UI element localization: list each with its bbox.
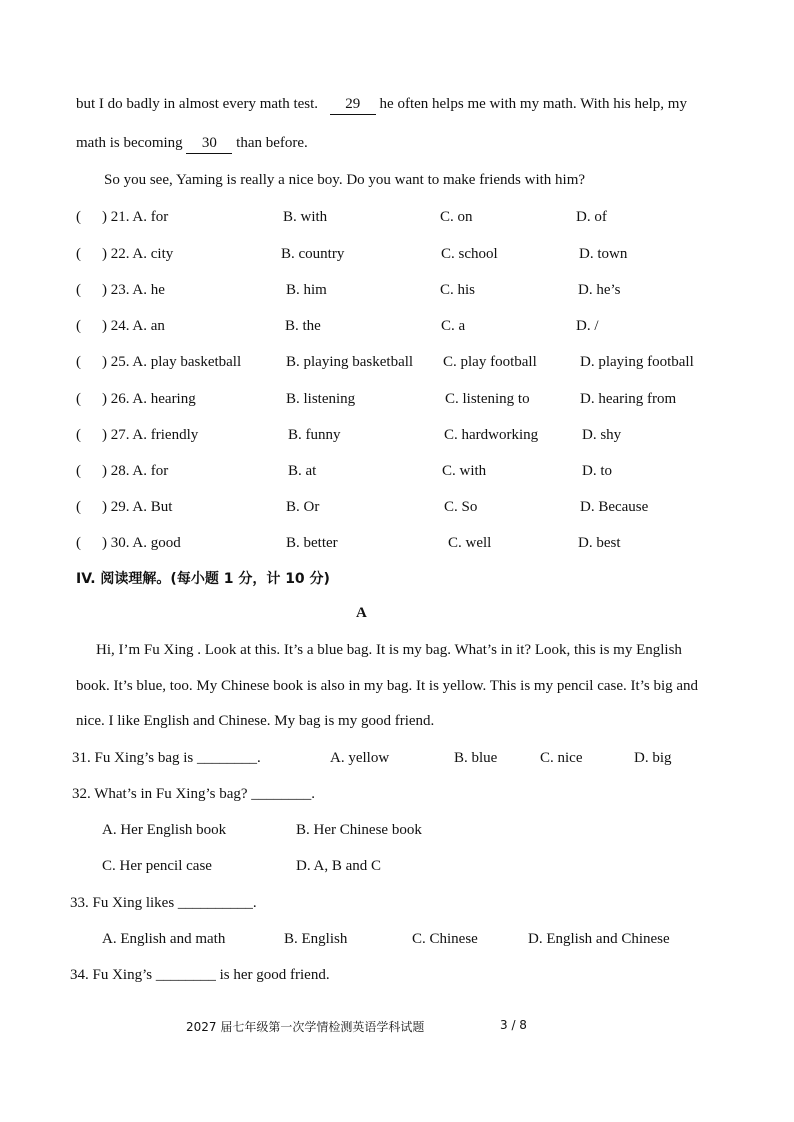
question-33-option-c: C. Chinese <box>412 931 478 947</box>
question-32-option-d: D. A, B and C <box>296 858 382 874</box>
cloze-option-d: D. town <box>579 246 628 262</box>
answer-paren: ( <box>76 318 81 334</box>
cloze-option-a: ) 23. A. he <box>102 282 165 298</box>
cloze-option-d: D. Because <box>580 499 649 515</box>
question-32-stem: 32. What’s in Fu Xing’s bag? ________. <box>72 786 316 802</box>
reading-line-2: book. It’s blue, too. My Chinese book is also in my bag. It is yellow. This is my pencil case. It’s big and <box>76 678 699 694</box>
page-number: 3 / 8 <box>500 1018 527 1032</box>
passage-line-1-pre: but I do badly in almost every math test. <box>76 96 319 112</box>
answer-paren: ( <box>76 427 81 443</box>
blank-29: 29 <box>330 94 376 115</box>
cloze-option-b: B. him <box>286 282 327 298</box>
cloze-option-b: B. listening <box>286 391 356 407</box>
cloze-option-b: B. funny <box>288 427 341 443</box>
cloze-option-a: ) 25. A. play basketball <box>102 354 242 370</box>
question-32-option-c: C. Her pencil case <box>102 858 212 874</box>
question-31-option-a: A. yellow <box>330 750 390 766</box>
question-34-stem: 34. Fu Xing’s ________ is her good friend. <box>70 967 330 983</box>
cloze-option-c: C. school <box>441 246 498 262</box>
blank-30: 30 <box>186 133 232 154</box>
cloze-option-a: ) 24. A. an <box>102 318 165 334</box>
cloze-option-c: C. hardworking <box>444 427 539 443</box>
passage-line-1 <box>76 94 687 115</box>
question-31-option-c: C. nice <box>540 750 583 766</box>
cloze-option-b: B. Or <box>286 499 320 515</box>
answer-paren: ( <box>76 499 81 515</box>
cloze-option-a: ) 28. A. for <box>102 463 169 479</box>
answer-paren: ( <box>76 209 81 225</box>
cloze-option-b: B. country <box>281 246 345 262</box>
cloze-option-c: C. on <box>440 209 473 225</box>
cloze-option-d: D. best <box>578 535 621 551</box>
cloze-option-b: B. with <box>283 209 328 225</box>
cloze-option-a: ) 29. A. But <box>102 499 173 515</box>
cloze-option-b: B. better <box>286 535 338 551</box>
cloze-option-a: ) 30. A. good <box>102 535 181 551</box>
cloze-option-a: ) 27. A. friendly <box>102 427 199 443</box>
passage-line-2-pre: math is becoming <box>76 135 183 151</box>
cloze-option-d: D. / <box>576 318 599 334</box>
reading-line-1: Hi, I’m Fu Xing . Look at this. It’s a blue bag. It is my bag. What’s in it? Look, this is my English <box>96 642 682 658</box>
answer-paren: ( <box>76 391 81 407</box>
passage-label: A <box>356 605 367 621</box>
cloze-option-c: C. listening to <box>445 391 530 407</box>
question-33-stem: 33. Fu Xing likes __________. <box>70 895 257 911</box>
cloze-option-d: D. playing football <box>580 354 694 370</box>
cloze-option-c: C. a <box>441 318 466 334</box>
passage-line-2-post: than before. <box>236 135 308 151</box>
cloze-option-c: C. with <box>442 463 487 479</box>
section-title: IV. 阅读理解。(每小题 1 分，计 10 分) <box>76 571 330 587</box>
cloze-option-d: D. hearing from <box>580 391 677 407</box>
cloze-option-c: C. So <box>444 499 478 515</box>
cloze-option-a: ) 26. A. hearing <box>102 391 196 407</box>
question-33-option-d: D. English and Chinese <box>528 931 670 947</box>
question-33-option-b: B. English <box>284 931 348 947</box>
cloze-option-d: D. shy <box>582 427 622 443</box>
question-32-option-a: A. Her English book <box>102 822 227 838</box>
cloze-option-a: ) 22. A. city <box>102 246 174 262</box>
cloze-option-c: C. well <box>448 535 492 551</box>
cloze-option-c: C. his <box>440 282 476 298</box>
cloze-option-b: B. at <box>288 463 317 479</box>
cloze-option-b: B. the <box>285 318 321 334</box>
cloze-option-d: D. he’s <box>578 282 621 298</box>
cloze-option-c: C. play football <box>443 354 537 370</box>
question-31-stem: 31. Fu Xing’s bag is ________. <box>72 750 261 766</box>
cloze-option-b: B. playing basketball <box>286 354 414 370</box>
passage-line-3: So you see, Yaming is really a nice boy. Do you want to make friends with him? <box>104 172 586 188</box>
answer-paren: ( <box>76 535 81 551</box>
answer-paren: ( <box>76 246 81 262</box>
answer-paren: ( <box>76 463 81 479</box>
reading-line-3: nice. I like English and Chinese. My bag is my good friend. <box>76 713 435 729</box>
footer-title: 2027 届七年级第一次学情检测英语学科试题 <box>186 1020 425 1034</box>
passage-line-2 <box>76 133 308 154</box>
answer-paren: ( <box>76 282 81 298</box>
passage-line-1-post: he often helps me with my math. With his help, my <box>379 96 687 112</box>
question-33-option-a: A. English and math <box>102 931 226 947</box>
question-31-option-b: B. blue <box>454 750 498 766</box>
cloze-option-a: ) 21. A. for <box>102 209 169 225</box>
cloze-option-d: D. of <box>576 209 607 225</box>
question-32-option-b: B. Her Chinese book <box>296 822 422 838</box>
question-31-option-d: D. big <box>634 750 672 766</box>
cloze-option-d: D. to <box>582 463 612 479</box>
answer-paren: ( <box>76 354 81 370</box>
